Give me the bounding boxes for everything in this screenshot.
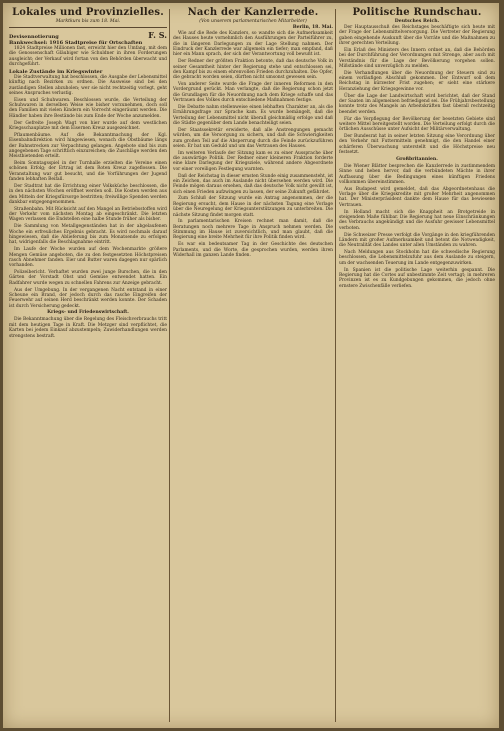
divider (9, 27, 167, 28)
column-divider (169, 9, 170, 722)
article-paragraph: Polizeibericht. Verhaftet wurden zwei junge Burschen, die in den Gärten der Vorstadt Obst und Gemüse entwendet hatten. Ein Radfahrer wurde wegen zu schnellen Fahrens zur Anzeige gebracht. (9, 270, 167, 286)
article-paragraph: Die Schweizer Presse verfolgt die Vorgänge in den kriegführenden Ländern mit großer Aufmerksamkeit und betont die Notwendigkeit, die Neutralität des Landes unter allen Umständen zu wahren. (339, 232, 495, 249)
article-paragraph: Der Bundesrat hat in seiner letzten Sitzung eine Verordnung über den Verkehr mit Futtermitteln genehmigt, die den Handel einer schärferen Überwachung unterstellt und die Höchstpreise neu festsetzt. (339, 134, 495, 156)
article-paragraph: Über die Lage der Landwirtschaft wird berichtet, daß der Stand der Saaten im allgemeinen befriedigend sei. Die Frühjahrsbestellung konnte trotz des Mangels an Arbeitskräften fast überall rechtzeitig beendet werden. (339, 93, 495, 115)
article-paragraph: Die Verhandlungen über die Neuordnung der Steuern sind zu einem vorläufigen Abschluß gekommen. Der Entwurf soll dem Reichstag in kürzester Frist zugehen; er sieht eine stärkere Heranziehung der Kriegsgewinne vor. (339, 70, 495, 92)
column-divider (335, 9, 336, 722)
column-title: Lokales und Provinzielles. (12, 7, 164, 18)
article-paragraph: Von anderer Seite wurde die Frage der inneren Reformen in den Vordergrund gerückt. Man verlangte, daß die Regierung schon jetzt die Grundlagen für die Neuordnung nach dem Kriege schaffe und das Vertrauen des Volkes durch entschiedene Maßnahmen festige. (173, 82, 333, 104)
article-paragraph: Eisen und Schuhwaren. Beschlossen wurde, die Verteilung der Schuhwaren in derselben Weise wie bisher vorzunehmen, doch soll den Familien mit vielen Kindern ein Vorrecht eingeräumt werden. Die Händler haben ihre Bestände bis zum Ende der Woche anzumelden. (9, 97, 167, 119)
article-paragraph: Im Laufe der Woche wurden auf dem Wochenmarkte größere Mengen Gemüse angeboten, die zu den festgesetzten Höchstpreisen rasch Abnehmer fanden. Eier und Butter waren dagegen nur spärlich vorhanden. (9, 247, 167, 269)
article-paragraph: Aus Budapest wird gemeldet, daß das Abgeordnetenhaus die Vorlage über die Kriegskredite mit großer Mehrheit angenommen hat. Der Ministerpräsident dankte dem Hause für das bewiesene Vertrauen. (339, 186, 495, 208)
dateline: Berlin, 18. Mai. (292, 25, 333, 30)
column-political-review (339, 7, 495, 724)
article-paragraph: Nach Meldungen aus Stockholm hat die schwedische Regierung beschlossen, die Lebensmittelzufuhr aus dem Auslande zu steigern, um der wachsenden Teuerung im Lande entgegenzuwirken. (339, 250, 495, 266)
column-subtitle: (Von unserem parlamentarischen Mitarbeiter) (199, 19, 307, 24)
quote-value: F. S. (148, 30, 167, 40)
section-heading: Großbritannien. (396, 156, 438, 162)
quote-header (9, 30, 167, 40)
article-paragraph: Der Hauptausschuß des Reichstages beschäftigte sich heute mit der Frage der Lebensmittelversorgung. Die Vertreter der Regierung gaben eingehende Auskunft über die Vorräte und die Maßnahmen zu ihrer gerechten Verteilung. (339, 25, 495, 47)
article-paragraph: Der Gefreite Joseph Wagt von hier wurde auf dem westlichen Kriegsschauplatze mit dem Eisernen Kreuz ausgezeichnet. (9, 120, 167, 131)
article-paragraph: Pflaumenbäume. Auf die Bekanntmachung der Kgl. Eisenbahndirektion wird hingewiesen, wonach die Obstbäume längs der Bahnstrecken zur Verpachtung gelangen. Angebote sind bis zum angegebenen Tage schriftlich einzureichen; die Zuschläge werden den Meistbietenden erteilt. (9, 132, 167, 160)
article-paragraph: In Holland macht sich die Knappheit an Brotgetreide in steigendem Maße fühlbar. Die Regierung hat neue Einschränkungen des Verbrauchs angekündigt und die Ausfuhr gewisser Lebensmittel verboten. (339, 209, 495, 231)
article-paragraph: Die Stadtverwaltung hat beschlossen, die Ausgabe der Lebensmittel künftig nach Bezirken zu ordnen. Die Ausweise sind bei den zuständigen Stellen abzuholen; wer sie nicht rechtzeitig vorlegt, geht seines Anspruches verlustig. (9, 74, 167, 96)
article-paragraph: Der Redner der größten Fraktion betonte, daß das deutsche Volk in seiner Gesamtheit hinter der Regierung stehe und entschlossen sei, den Kampf bis zu einem ehrenvollen Frieden durchzuhalten. Die Opfer, die gebracht worden seien, dürften nicht umsonst gewesen sein. (173, 59, 333, 81)
article-paragraph: Straßenbahn. Mit Rücksicht auf den Mangel an Betriebsstoffen wird der Verkehr vom nächsten Montag ab eingeschränkt. Die letzten Wagen verlassen die Endstellen eine halbe Stunde früher als bisher. (9, 206, 167, 223)
section-heading: Kriegs- und Friedenswirtschaft. (47, 310, 129, 316)
column-local-news (9, 7, 167, 724)
quote-label: Devisennotierung (9, 34, 59, 40)
article-paragraph: Im weiteren Verlaufe der Sitzung kam es zu einer Aussprache über die auswärtige Politik. Der Redner einer kleineren Fraktion forderte eine klare Darlegung der Kriegsziele, während andere Abgeordnete vor einer voreiligen Festlegung warnten. (173, 150, 333, 172)
article-paragraph: Wie auf die Rede des Kanzlers, so wandte sich die Aufmerksamkeit des Hauses heute vornehmlich den Ausführungen der Parteiführer zu, die in längeren Darlegungen zu der Lage Stellung nahmen. Der Eindruck der Kanzlerrede war allgemein ein tiefer; man empfand, daß hier ein Mann sprach, der sich der Verantwortung voll bewußt ist. (173, 31, 333, 58)
article-paragraph: Beim Sonntagsspiel in der Turnhalle erzielten die Vereine einen schönen Erfolg; der Ertrag ist dem Roten Kreuz zugeflossen. Die Veranstaltung war gut besucht, und die Vorführungen der Jugend fanden lebhaften Beifall. (9, 161, 167, 183)
bold-line: Lokale Zustände im Kriegswinter (9, 68, 103, 75)
article-paragraph: Die Wiener Blätter besprechen die Kanzlerrede in zustimmendem Sinne und heben hervor, daß die verbündeten Mächte in ihrer Auffassung über die Bedingungen eines künftigen Friedens vollkommen übereinstimmen. (339, 163, 495, 185)
article-paragraph: Die Sammlung von Metallgegenständen hat in der abgelaufenen Woche ein erfreuliches Ergebnis gebracht. Es wird nochmals darauf hingewiesen, daß die Ablieferung bis zum Monatsende zu erfolgen hat, widrigenfalls die Beschlagnahme eintritt. (9, 224, 167, 246)
article-paragraph: Der Stadtrat hat die Errichtung einer Volksküche beschlossen, die in den nächsten Wochen eröffnet werden soll. Die Kosten werden aus den Mitteln der Kriegsfürsorge bestritten; freiwillige Spenden werden dankbar entgegengenommen. (9, 183, 167, 205)
article-paragraph: 1824 Stadtpreise Millionen fast, erreicht hier den Umfang, mit dem die Genossenschaft Gläubiger wie Schuldner in ihren Forderungen ausgleicht; der Verkauf wird fortan von den Behörden überwacht und durchgeführt. (9, 46, 167, 68)
article-paragraph: Daß der Reichstag in dieser ernsten Stunde einig zusammensteht, ist ein Zeichen, das auch im Auslande nicht übersehen werden wird. Die Feinde mögen daraus ersehen, daß das deutsche Volk nicht gewillt ist, sich einen Frieden aufzwingen zu lassen, der seine Zukunft gefährdet. (173, 173, 333, 195)
column-title: Politische Rundschau. (352, 7, 482, 18)
article-paragraph: Die Debatte nahm stellenweise einen lebhaften Charakter an, als die Ernährungsfrage zur Sprache kam. Es wurde bemängelt, daß die Verteilung der Lebensmittel nicht überall gleichmäßig erfolge und daß die Städte gegenüber dem Lande benachteiligt seien. (173, 104, 333, 126)
article-paragraph: Es war ein bedeutsamer Tag in der Geschichte des deutschen Parlaments, und die Worte, die gesprochen wurden, werden ihren Widerhall im ganzen Lande finden. (173, 242, 333, 258)
column-subtitle: Marktkurs bis zum 18. Mai. (55, 19, 121, 24)
bold-line: Bankwechsel: 1916 Stadtpreise für Ortschaften (9, 40, 143, 46)
article-paragraph: Aus der Umgebung. In der vergangenen Nacht entstand in einer Scheune ein Brand, der jedoch durch das rasche Eingreifen der Feuerwehr auf seinen Herd beschränkt werden konnte. Der Schaden ist durch Versicherung gedeckt. (9, 287, 167, 309)
article-paragraph: Die Bekanntmachung über die Regelung des Fleischverbrauchs tritt mit dem heutigen Tage in Kraft. Die Metzger sind verpflichtet, die Karten bei jedem Einkauf abzustempeln; Zuwiderhandlungen werden strengstens bestraft. (9, 317, 167, 339)
column-title: Nach der Kanzlerrede. (187, 7, 319, 18)
article-paragraph: Ein Erlaß des Ministers des Innern ordnet an, daß die Behörden bei der Durchführung der Verordnungen mit Strenge, aber auch mit Verständnis für die Lage der Bevölkerung vorgehen sollen. Mißstände sind unverzüglich zu melden. (339, 47, 495, 69)
section-heading: Deutsches Reich. (394, 19, 440, 24)
article-paragraph: Der Staatssekretär erwiderte, daß alle Anstrengungen gemacht würden, um die Versorgung zu sichern, und daß die Schwierigkeiten zum großen Teil auf die Absperrung durch die Feinde zurückzuführen seien. Er bat um Geduld und um das Vertrauen des Hauses. (173, 127, 333, 149)
column-chancellor-speech (173, 7, 333, 724)
newspaper-page (3, 3, 499, 728)
article-paragraph: In parlamentarischen Kreisen rechnet man damit, daß die Beratungen noch mehrere Tage in Anspruch nehmen werden. Die Stimmung im Hause ist zuversichtlich, und man glaubt, daß die Regierung eine breite Mehrheit für ihre Politik finden wird. (173, 219, 333, 241)
article-paragraph: In Spanien ist die politische Lage weiterhin gespannt. Die Regierung hat die Cortes auf unbestimmte Zeit vertagt; in mehreren Provinzen ist es zu Kundgebungen gekommen, die jedoch ohne ernstere Zwischenfälle verliefen. (339, 267, 495, 289)
article-paragraph: Für die Verpflegung der Bevölkerung der besetzten Gebiete sind weitere Mittel bereitgestellt worden. Die Verteilung erfolgt durch die örtlichen Ausschüsse unter Aufsicht der Militärverwaltung. (339, 116, 495, 133)
article-paragraph: Zum Schluß der Sitzung wurde ein Antrag angenommen, der die Regierung ersucht, dem Hause in der nächsten Tagung eine Vorlage über die Neuregelung der Kriegsunterstützungen zu unterbreiten. Die nächste Sitzung findet morgen statt. (173, 196, 333, 218)
